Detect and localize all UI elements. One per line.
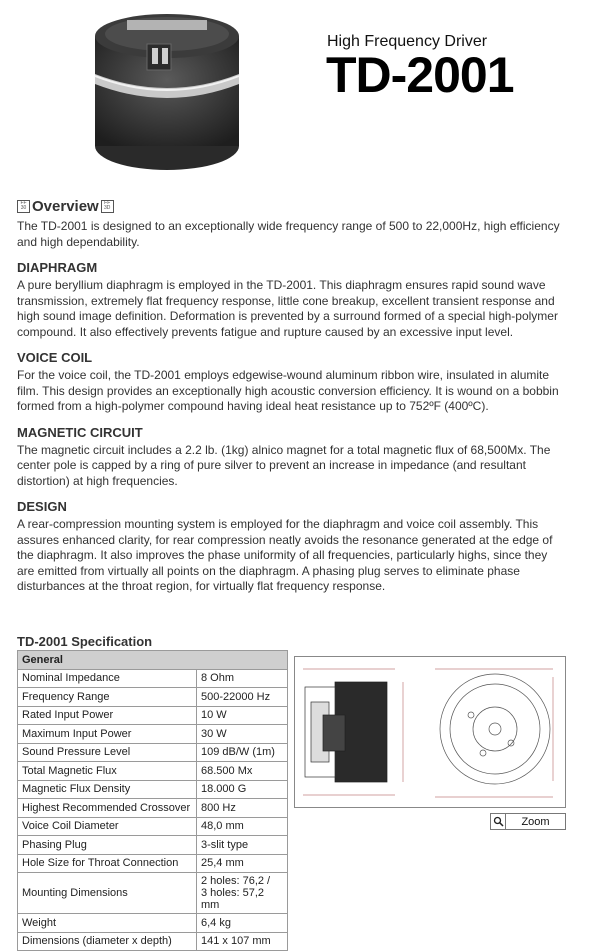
table-row: [18, 836, 288, 855]
table-row: [18, 725, 288, 744]
spec-value: 500-22000 Hz: [197, 688, 288, 707]
spec-value: 68.500 Mx: [197, 762, 288, 781]
spec-label: Mounting Dimensions: [18, 873, 197, 914]
spec-value-line: 3 holes: 57,2 mm: [201, 887, 264, 911]
table-row: [18, 762, 288, 781]
spec-label: Voice Coil Diameter: [18, 817, 197, 836]
section-text-diaphragm: A pure beryllium diaphragm is employed in the TD-2001. This diaphragm ensures rapid sound wave transmission, extremely flat frequency response, little cone breakup, excellent transient response and high sound image definition. Deformation is prevented by a surround formed of a special high-polymer compound. It also effectively prevents fatigue and rupture caused by an excessive input level.: [17, 278, 558, 339]
product-subtitle: High Frequency Driver: [327, 33, 488, 50]
table-row: [18, 743, 288, 762]
table-row: [18, 688, 288, 707]
spec-value: 10 W: [197, 706, 288, 725]
dimension-drawing[interactable]: [294, 656, 566, 808]
spec-label: Rated Input Power: [18, 706, 197, 725]
spec-label: Dimensions (diameter x depth): [18, 932, 197, 951]
spec-label: Sound Pressure Level: [18, 743, 197, 762]
zoom-label: Zoom: [521, 815, 550, 828]
spec-value: 141 x 107 mm: [197, 932, 288, 951]
overview-heading-text: Overview: [32, 198, 99, 215]
spec-label: Maximum Input Power: [18, 725, 197, 744]
spec-value: 3-slit type: [197, 836, 288, 855]
spec-value: 8 Ohm: [197, 669, 288, 688]
spec-value: 18.000 G: [197, 780, 288, 799]
spec-label: Phasing Plug: [18, 836, 197, 855]
table-row: [18, 799, 288, 818]
spec-label: Frequency Range: [18, 688, 197, 707]
spec-label: Hole Size for Throat Connection: [18, 854, 197, 873]
spec-value: 25,4 mm: [197, 854, 288, 873]
section-heading-diaphragm: DIAPHRAGM: [17, 260, 98, 275]
spec-label: Magnetic Flux Density: [18, 780, 197, 799]
table-row: [18, 873, 288, 914]
description-content: [17, 198, 562, 595]
spec-value: 30 W: [197, 725, 288, 744]
table-row: [18, 669, 288, 688]
spec-value-line: 2 holes: 76,2 /: [201, 875, 271, 887]
spec-group-row: [18, 651, 288, 670]
spec-heading: TD-2001 Specification: [17, 634, 153, 649]
section-heading-voice-coil: VOICE COIL: [17, 350, 93, 365]
section-text-voice-coil: For the voice coil, the TD-2001 employs edgewise-wound aluminum ribbon wire, insulated in alumite film. This design provides an exceptionally high acoustic conversion efficiency. It is wound on a bobbin formed from a high-polymer compound having ideal heat resistance up to 752ºF (400ºC).: [17, 368, 559, 413]
spec-label: Total Magnetic Flux: [18, 762, 197, 781]
spec-label: Weight: [18, 914, 197, 933]
table-row: [18, 780, 288, 799]
magnifier-icon: [491, 814, 506, 829]
spec-value: 800 Hz: [197, 799, 288, 818]
spec-label: Nominal Impedance: [18, 669, 197, 688]
overview-heading: [17, 198, 562, 215]
ff-icon: FF 3D: [101, 200, 114, 213]
table-row: [18, 817, 288, 836]
table-row: [18, 854, 288, 873]
section-heading-magnetic-circuit: MAGNETIC CIRCUIT: [17, 424, 143, 440]
overview-text: The TD-2001 is designed to an exceptionally wide frequency range of 500 to 22,000Hz, high efficiency and high dependability.: [17, 219, 560, 249]
spec-label: Highest Recommended Crossover: [18, 799, 197, 818]
section-text-design: A rear-compression mounting system is employed for the diaphragm and voice coil assembly. This assures enhanced clarity, for rear compression neatly avoids the resonance generated at the edge of the diaphragm. It also improves the phase uniformity of all frequencies, particularly highs, since they are emitted from virtually all points on the diaphragm. A phasing plug serves to eliminate phase disturbances at the throat region, for virtually flat frequency response.: [17, 517, 553, 593]
ff-icon: FF 30: [17, 200, 30, 213]
product-photo: [72, 6, 262, 181]
spec-group-label: General: [18, 651, 288, 670]
product-title: TD-2001: [326, 47, 514, 103]
section-text-magnetic-circuit: The magnetic circuit includes a 2.2 lb. (1kg) alnico magnet for a total magnetic flux of 68,500Mx. The center pole is capped by a ring of pure silver to prevent an increase in impedance (and resultant distortion) at high frequencies.: [17, 442, 551, 488]
spec-table: [17, 650, 288, 951]
table-row: [18, 706, 288, 725]
zoom-button[interactable]: [490, 813, 566, 830]
section-heading-design: DESIGN: [17, 499, 67, 514]
table-row: [18, 932, 288, 951]
spec-value: [197, 873, 288, 914]
spec-value: 48,0 mm: [197, 817, 288, 836]
spec-value: 109 dB/W (1m): [197, 743, 288, 762]
spec-value: 6,4 kg: [197, 914, 288, 933]
